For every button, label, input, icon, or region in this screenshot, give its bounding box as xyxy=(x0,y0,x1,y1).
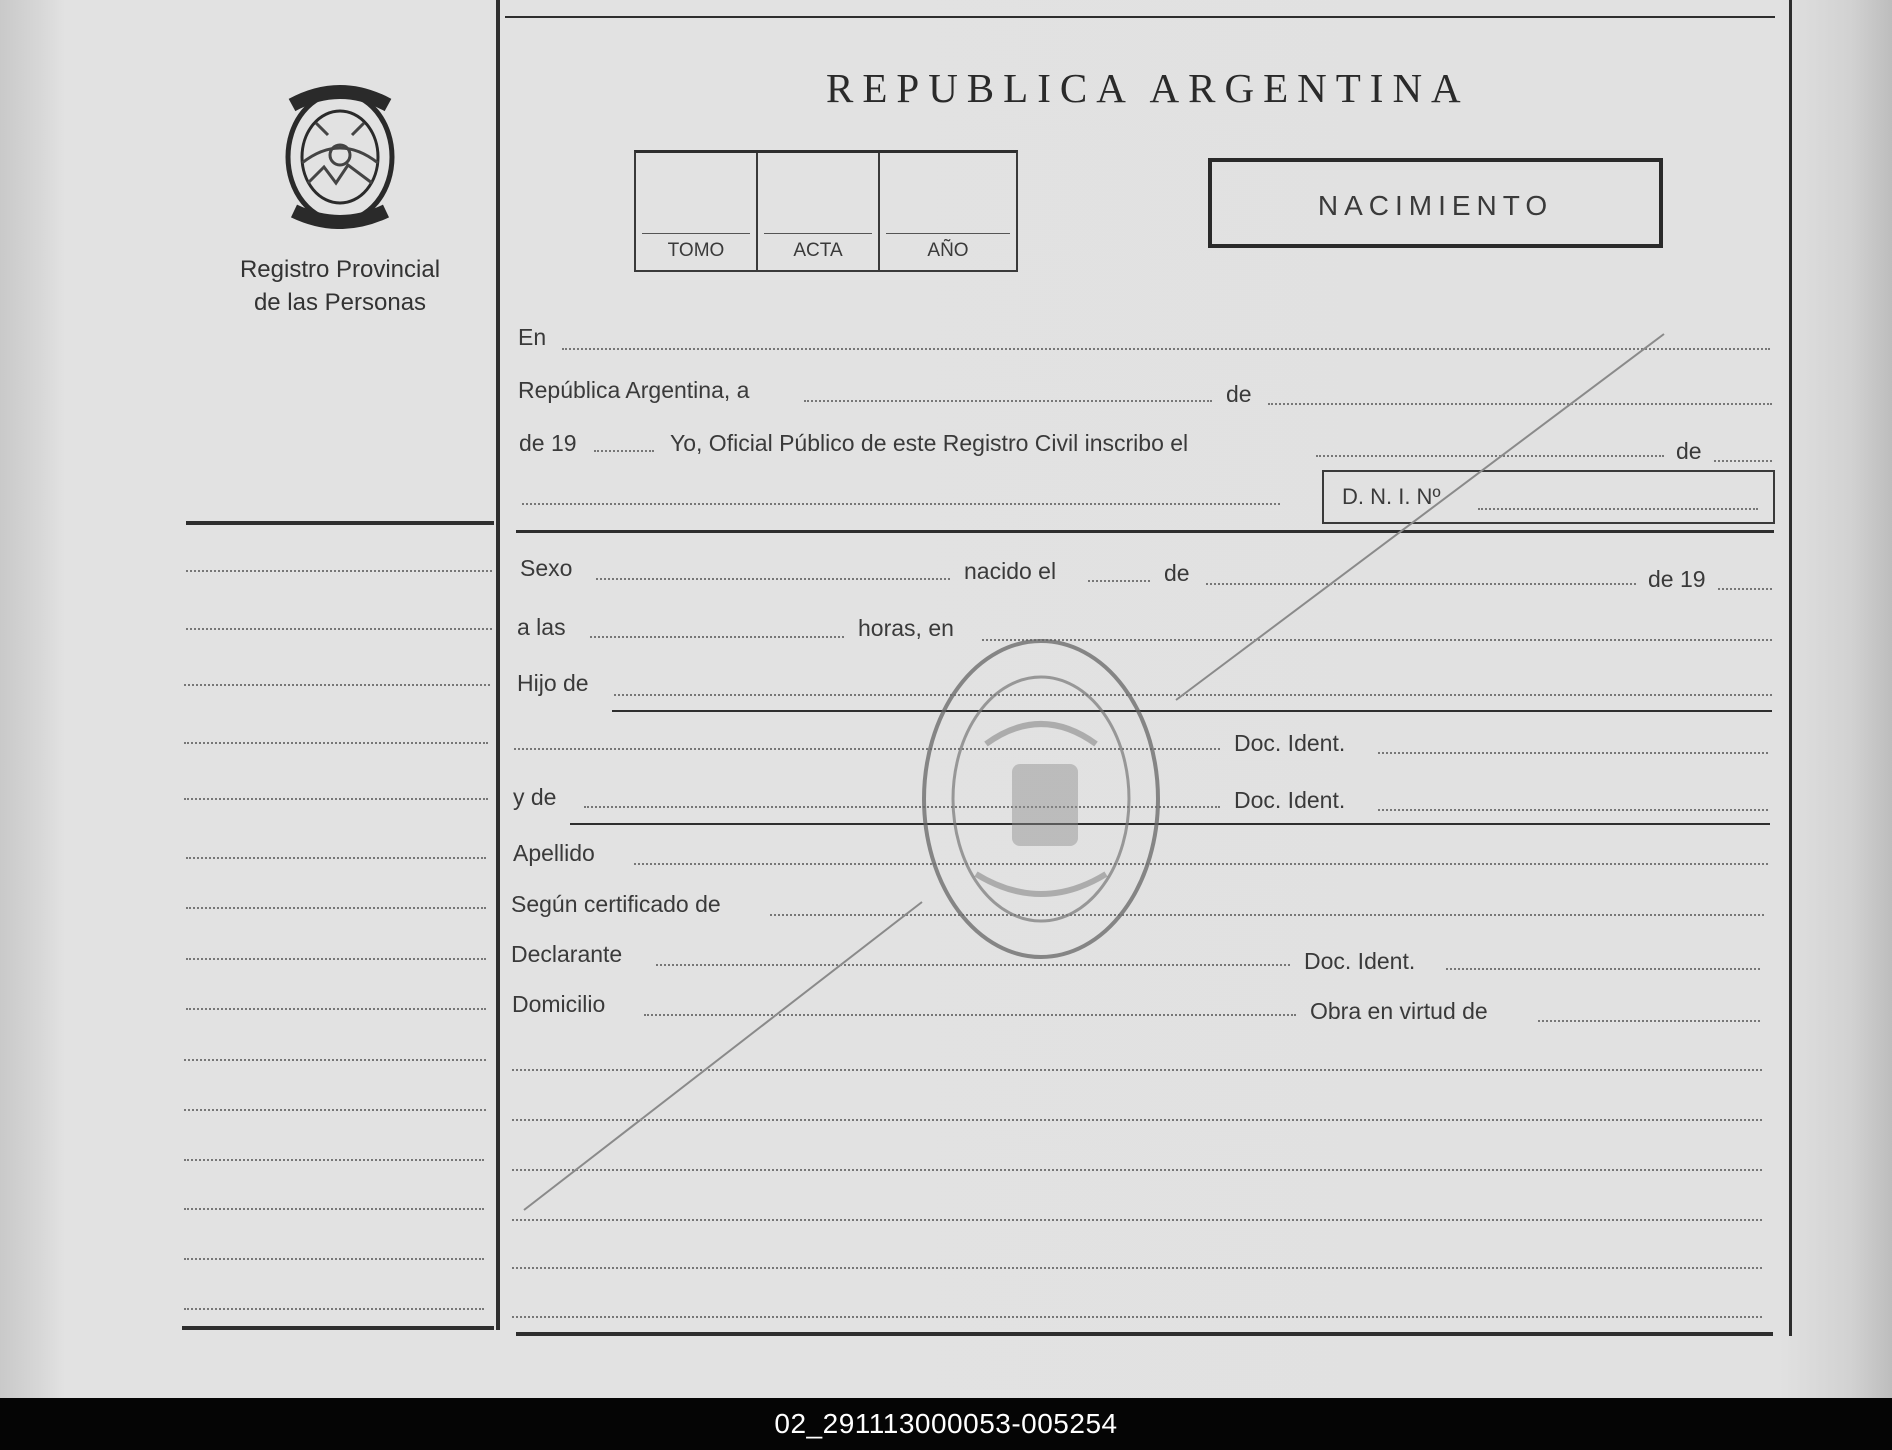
act-type-label: NACIMIENTO xyxy=(1317,190,1554,221)
label-a-las: a las xyxy=(517,614,566,640)
label-y-de: y de xyxy=(513,784,557,810)
official-stamp xyxy=(916,634,1166,964)
label-dni: D. N. I. Nº xyxy=(1342,484,1441,509)
ano-label: AÑO xyxy=(927,240,969,261)
label-en: En xyxy=(518,324,547,350)
country-title: REPUBLICA ARGENTINA xyxy=(826,65,1470,111)
label-de19-b: de 19 xyxy=(1648,566,1706,592)
label-doc-ident-1: Doc. Ident. xyxy=(1234,730,1346,756)
label-hijo-de: Hijo de xyxy=(517,670,589,696)
label-yo-oficial: Yo, Oficial Público de este Registro Civil inscribo el xyxy=(670,430,1189,456)
label-horas-en: horas, en xyxy=(858,615,954,641)
registry-name-line1: Registro Provincial xyxy=(239,256,441,283)
label-nacido-el: nacido el xyxy=(964,558,1057,584)
label-de19: de 19 xyxy=(519,430,577,456)
label-republica-a: República Argentina, a xyxy=(518,377,750,403)
label-apellido: Apellido xyxy=(513,840,595,866)
label-domicilio: Domicilio xyxy=(512,991,606,1017)
acta-label: ACTA xyxy=(793,240,843,261)
label-obra-en-virtud: Obra en virtud de xyxy=(1310,998,1488,1024)
label-de-2: de xyxy=(1676,438,1702,464)
tomo-label: TOMO xyxy=(667,240,725,261)
scan-image-id: 02_291113000053-005254 xyxy=(774,1408,1118,1439)
label-declarante: Declarante xyxy=(511,941,623,967)
registry-name-line2: de las Personas xyxy=(253,289,427,316)
label-sexo: Sexo xyxy=(520,555,573,581)
label-doc-ident-2: Doc. Ident. xyxy=(1234,787,1346,813)
label-de-1: de xyxy=(1226,381,1252,407)
label-de-3: de xyxy=(1164,560,1190,586)
label-doc-ident-3: Doc. Ident. xyxy=(1304,948,1416,974)
label-segun-certificado: Según certificado de xyxy=(511,891,721,917)
scan-footer xyxy=(0,1398,1892,1450)
